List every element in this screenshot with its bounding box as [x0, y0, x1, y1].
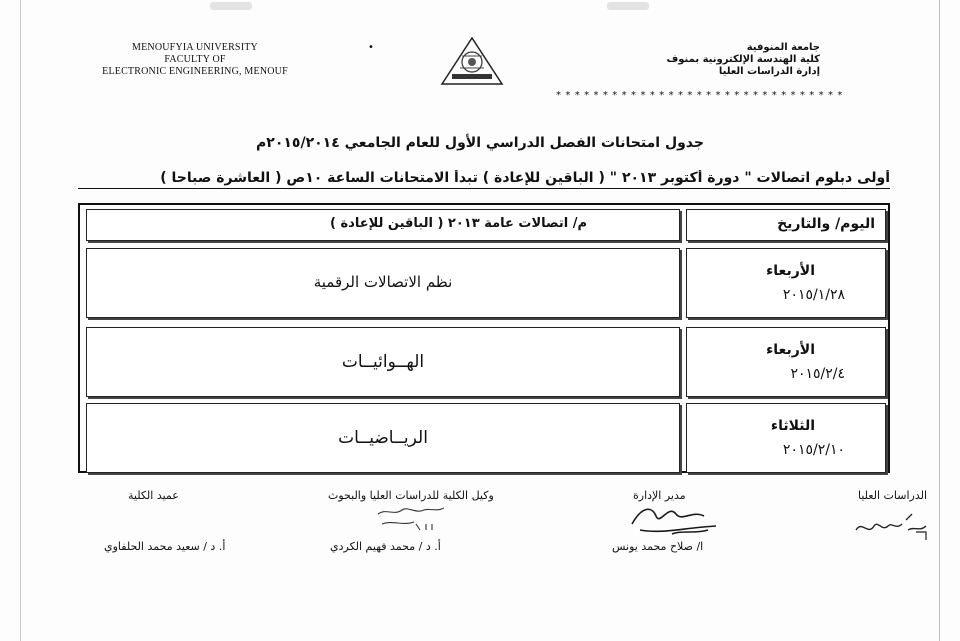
exam-schedule-table — [78, 203, 890, 473]
english-header — [90, 42, 300, 78]
header-day-date: اليوم/ والتاريخ — [686, 209, 886, 241]
ink-mark: • — [368, 42, 374, 53]
day-name: الأربعاء — [766, 263, 815, 279]
university-name: MENOUFYIA UNIVERSITY — [132, 42, 258, 53]
exam-date: ٢٠١٥/١/٢٨ — [782, 287, 845, 303]
exam-date: ٢٠١٥/٢/٤ — [790, 366, 845, 382]
day-name: الثلاثاء — [770, 418, 815, 434]
table-row-subject: الهــوائيــات — [86, 327, 680, 397]
document-subtitle — [78, 170, 890, 189]
signature-title-director: مدير الإدارة — [633, 489, 686, 502]
punch-hole — [210, 2, 252, 10]
signature-title-vice-dean: وكيل الكلية للدراسات العليا والبحوث — [328, 489, 494, 502]
handwritten-signature — [850, 506, 930, 542]
subtitle-program: أولى دبلوم — [815, 170, 890, 186]
table-row-subject: الريــاضيــات — [86, 403, 680, 473]
document-title: جدول امتحانات الفصل الدراسي الأول للعام الجامعي ٢٠١٥/٢٠١٤م — [256, 135, 704, 151]
signature-name-dean: أ. د / سعيد محمد الحلفاوي — [104, 540, 226, 553]
subtitle-course: اتصالات " دورة أكتوبر ٢٠١٣ " ( — [598, 170, 815, 186]
handwritten-signature — [612, 500, 722, 540]
subtitle-time: ) تبدأ الامتحانات الساعة ١٠ص ( العاشرة صباحا ) — [160, 170, 490, 186]
table-row-day — [686, 403, 886, 473]
university-name-ar: جامعة المنوفية — [746, 42, 820, 53]
day-name: الأربعاء — [766, 342, 815, 358]
signature-title-graduate-studies: الدراسات العليا — [858, 489, 927, 502]
header-subject: م/ اتصالات عامة ٢٠١٣ ( الباقين للإعادة ) — [86, 209, 680, 241]
department-name-ar: إدارة الدراسات العليا — [718, 66, 820, 77]
subtitle-group: الباقين للإعادة — [489, 170, 599, 186]
faculty-name-ar: كلية الهندسة الإلكترونية بمنوف — [666, 54, 820, 65]
faculty-label: FACULTY OF — [164, 54, 226, 65]
stars-divider: * * * * * * * * * * * * * * * * * * * * * * * * * * * * * * * — [556, 90, 843, 101]
punch-hole — [607, 2, 649, 10]
faculty-name: ELECTRONIC ENGINEERING, MENOUF — [102, 66, 288, 77]
signature-title-dean: عميد الكلية — [128, 489, 179, 502]
signature-name-vice-dean: أ. د / محمد فهيم الكردي — [330, 540, 441, 553]
table-row-day — [686, 248, 886, 318]
table-row-subject: نظم الاتصالات الرقمية — [86, 248, 680, 318]
university-logo-icon — [436, 34, 508, 90]
exam-date: ٢٠١٥/٢/١٠ — [782, 442, 845, 458]
table-row-day — [686, 327, 886, 397]
arabic-header — [620, 42, 820, 78]
handwritten-signature — [372, 500, 452, 534]
signature-name-director: ا/ صلاح محمد يونس — [612, 540, 704, 553]
